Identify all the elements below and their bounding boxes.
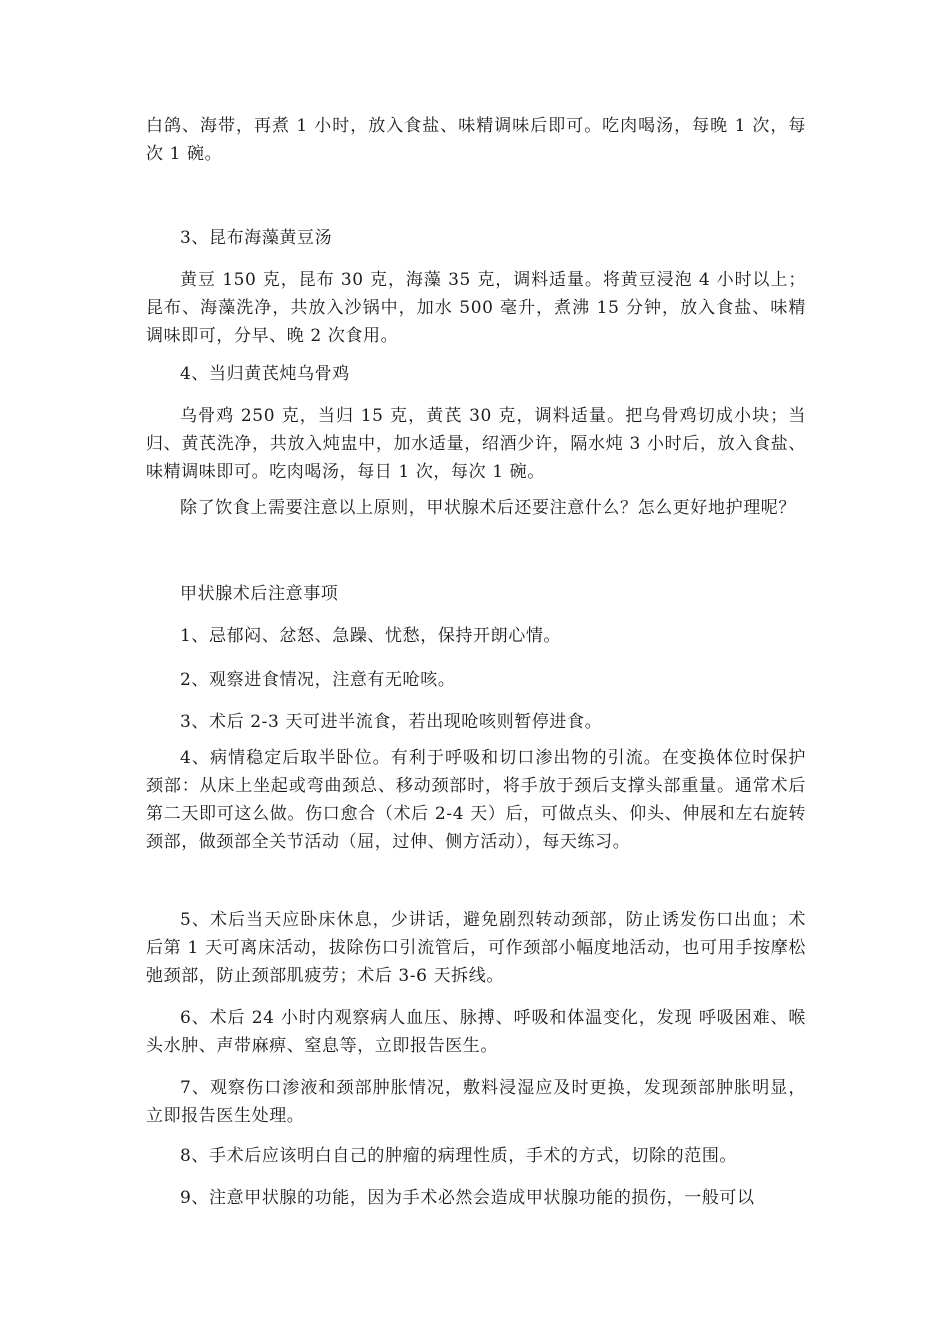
heading-recipe-4: 4、当归黄芪炖乌骨鸡 [180, 364, 350, 384]
note-item-1: 1、忌郁闷、忿怒、急躁、忧愁，保持开朗心情。 [180, 626, 562, 646]
note-item-4: 4、病情稳定后取半卧位。有利于呼吸和切口渗出物的引流。在变换体位时保护颈部：从床上坐起或弯曲颈总、移动颈部时，将手放于颈后支撑头部重量。通常术后第二天即可这么做。伤口愈合（术后 2-4 天）后，可做点头、仰头、伸展和左右旋转颈部，做颈部全关节活动（屈，过伸、侧方活动），每天练习。 [146, 748, 806, 852]
paragraph-recipe-4: 乌骨鸡 250 克，当归 15 克，黄芪 30 克，调料适量。把乌骨鸡切成小块；当归、黄芪洗净，共放入炖盅中，加水适量，绍酒少许，隔水炖 3 小时后，放入食盐、味精调味即可。吃肉喝汤，每日 1 次，每次 1 碗。 [146, 406, 806, 482]
heading-postop-notes: 甲状腺术后注意事项 [180, 584, 339, 604]
note-item-5: 5、术后当天应卧床休息，少讲话，避免剧烈转动颈部，防止诱发伤口出血；术后第 1 天可离床活动，拔除伤口引流管后，可作颈部小幅度地活动，也可用手按摩松弛颈部，防止颈部肌疲劳；术后 3-6 天拆线。 [146, 910, 806, 986]
paragraph-transition-question: 除了饮食上需要注意以上原则，甲状腺术后还要注意什么？怎么更好地护理呢？ [180, 498, 796, 518]
paragraph-recipe-2-end: 白鸽、海带，再煮 1 小时，放入食盐、味精调味后即可。吃肉喝汤，每晚 1 次，每次 1 碗。 [146, 116, 806, 164]
note-item-9: 9、注意甲状腺的功能，因为手术必然会造成甲状腺功能的损伤，一般可以 [180, 1188, 755, 1208]
note-item-7: 7、观察伤口渗液和颈部肿胀情况，敷料浸湿应及时更换，发现颈部肿胀明显，立即报告医生处理。 [146, 1078, 806, 1126]
note-item-2: 2、观察进食情况，注意有无呛咳。 [180, 670, 456, 690]
note-item-3: 3、术后 2-3 天可进半流食，若出现呛咳则暂停进食。 [180, 712, 603, 732]
note-item-8: 8、手术后应该明白自己的肿瘤的病理性质，手术的方式，切除的范围。 [180, 1146, 738, 1166]
heading-recipe-3: 3、昆布海藻黄豆汤 [180, 228, 333, 248]
note-item-6: 6、术后 24 小时内观察病人血压、脉搏、呼吸和体温变化，发现 呼吸困难、喉头水肿、声带麻痹、窒息等，立即报告医生。 [146, 1008, 806, 1056]
paragraph-recipe-3: 黄豆 150 克，昆布 30 克，海藻 35 克，调料适量。将黄豆浸泡 4 小时以上；昆布、海藻洗净，共放入沙锅中，加水 500 毫升，煮沸 15 分钟，放入食盐、味精调味即可，分早、晚 2 次食用。 [146, 270, 806, 346]
